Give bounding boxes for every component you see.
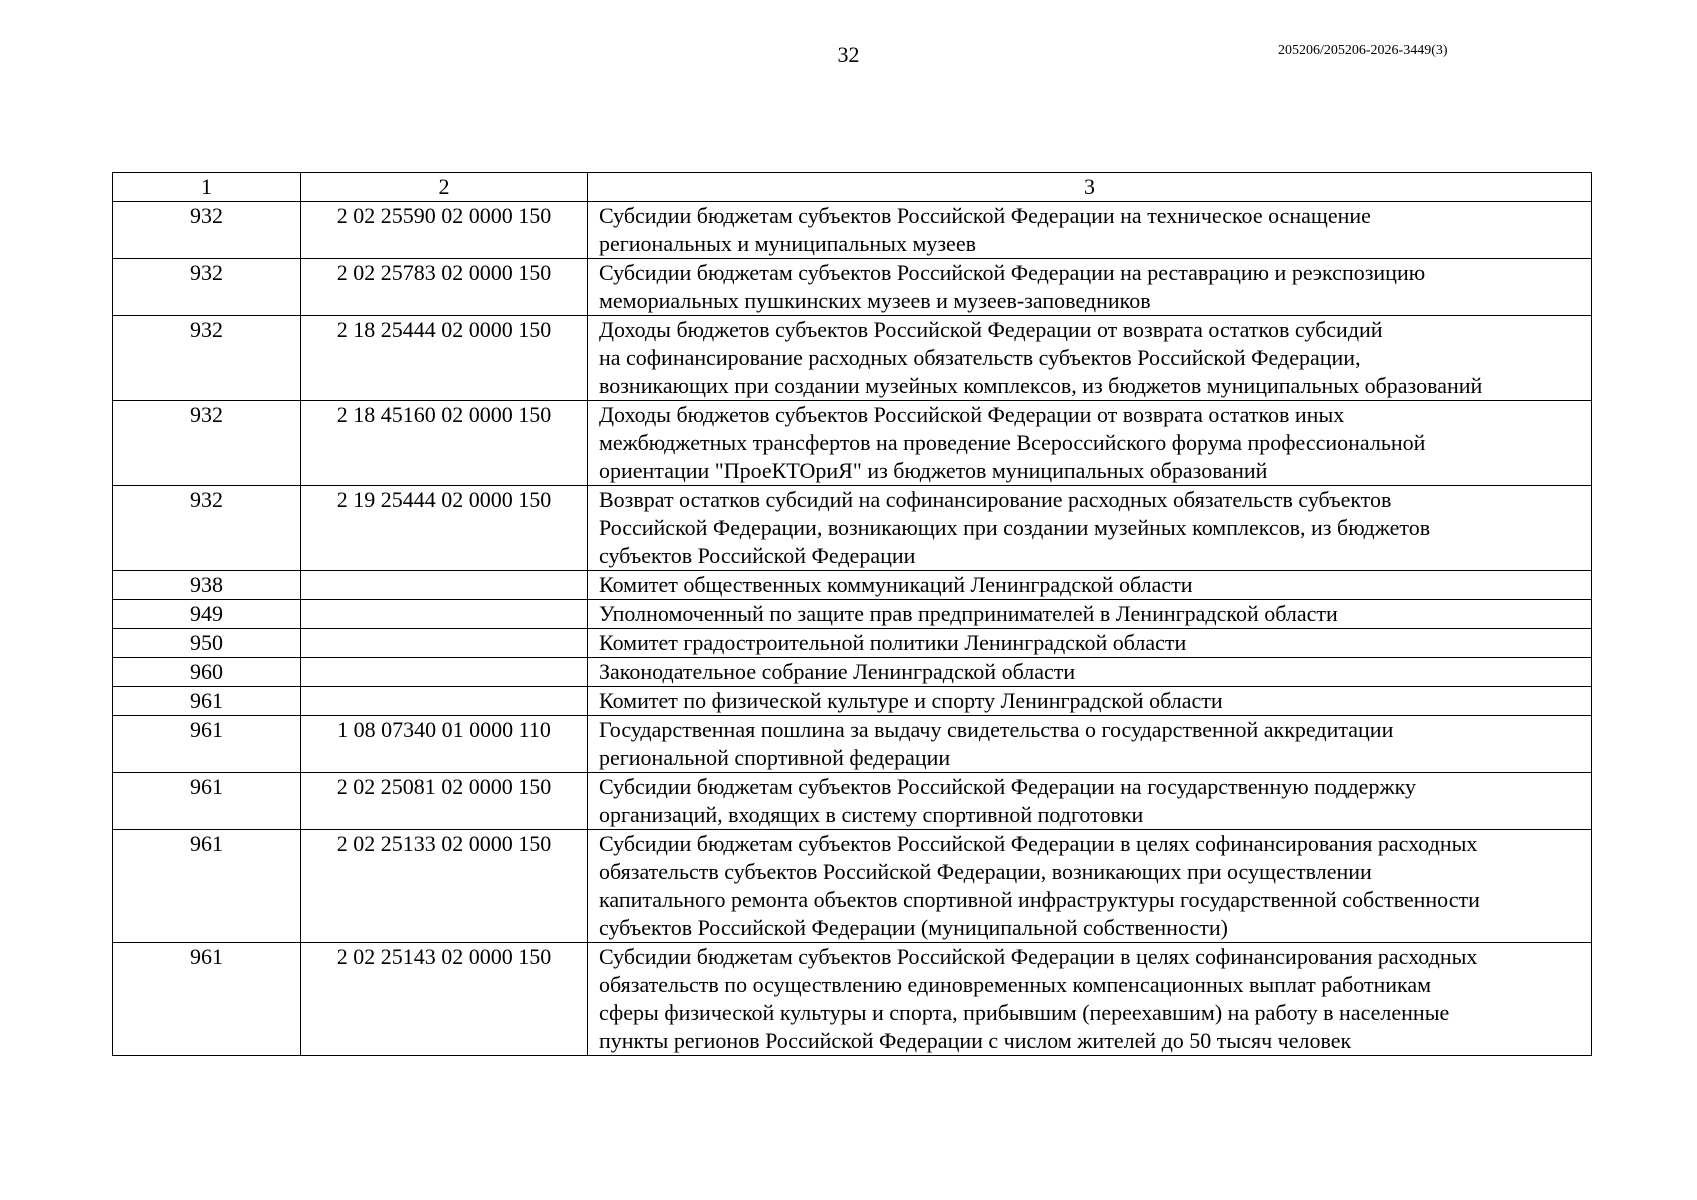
income-code-cell: 2 02 25590 02 0000 150 — [301, 202, 588, 259]
table-row — [113, 401, 1592, 486]
income-name-cell: Доходы бюджетов субъектов Российской Федерации от возврата остатков иных межбюджетных трансфертов на проведение Всероссийского форума профессиональной ориентации "ПроеКТОриЯ" из бюджетов муниципальных образований — [588, 401, 1592, 486]
admin-code-cell: 932 — [113, 259, 301, 316]
table-row — [113, 316, 1592, 401]
admin-code-cell: 938 — [113, 571, 301, 600]
table-header-row — [113, 173, 1592, 202]
income-name-cell: Доходы бюджетов субъектов Российской Федерации от возврата остатков субсидий на софинансирование расходных обязательств субъектов Российской Федерации, возникающих при создании музейных комплексов, из бюджетов муниципальных образований — [588, 316, 1592, 401]
income-code-cell: 2 19 25444 02 0000 150 — [301, 486, 588, 571]
page-number: 32 — [837, 42, 860, 67]
table-row — [113, 486, 1592, 571]
admin-code-cell: 950 — [113, 629, 301, 658]
admin-code-cell: 932 — [113, 202, 301, 259]
income-code-cell — [301, 658, 588, 687]
table-row — [113, 202, 1592, 259]
table-row — [113, 773, 1592, 830]
table-row — [113, 658, 1592, 687]
income-name-cell: Субсидии бюджетам субъектов Российской Федерации в целях софинансирования расходных обязательств по осуществлению единовременных компенсационных выплат работникам сферы физической культуры и спорта, прибывшим (переехавшим) на работу в населенные пункты регионов Российской Федерации с числом жителей до 50 тысяч человек — [588, 943, 1592, 1056]
income-code-cell — [301, 600, 588, 629]
admin-code-cell: 949 — [113, 600, 301, 629]
income-name-cell: Комитет общественных коммуникаций Ленинградской области — [588, 571, 1592, 600]
income-code-cell — [301, 571, 588, 600]
income-name-cell: Государственная пошлина за выдачу свидетельства о государственной аккредитации региональной спортивной федерации — [588, 716, 1592, 773]
income-name-cell: Субсидии бюджетам субъектов Российской Федерации в целях софинансирования расходных обязательств субъектов Российской Федерации, возникающих при осуществлении капитального ремонта объектов спортивной инфраструктуры государственной собственности субъектов Российской Федерации (муниципальной собственности) — [588, 830, 1592, 943]
income-name-cell: Субсидии бюджетам субъектов Российской Федерации на техническое оснащение региональных и муниципальных музеев — [588, 202, 1592, 259]
income-code-cell — [301, 629, 588, 658]
income-code-cell — [301, 687, 588, 716]
income-code-cell: 2 02 25081 02 0000 150 — [301, 773, 588, 830]
admin-code-cell: 960 — [113, 658, 301, 687]
admin-code-cell: 961 — [113, 716, 301, 773]
income-code-cell: 2 02 25783 02 0000 150 — [301, 259, 588, 316]
table-row — [113, 600, 1592, 629]
income-code-cell: 2 18 25444 02 0000 150 — [301, 316, 588, 401]
income-name-cell: Законодательное собрание Ленинградской области — [588, 658, 1592, 687]
table-row — [113, 943, 1592, 1056]
income-name-cell: Субсидии бюджетам субъектов Российской Федерации на государственную поддержку организаций, входящих в систему спортивной подготовки — [588, 773, 1592, 830]
income-name-cell: Комитет градостроительной политики Ленинградской области — [588, 629, 1592, 658]
income-code-cell: 2 18 45160 02 0000 150 — [301, 401, 588, 486]
table-row — [113, 716, 1592, 773]
admin-code-cell: 961 — [113, 687, 301, 716]
income-code-cell: 1 08 07340 01 0000 110 — [301, 716, 588, 773]
column-header-3: 3 — [588, 173, 1592, 202]
income-code-cell: 2 02 25133 02 0000 150 — [301, 830, 588, 943]
table-row — [113, 629, 1592, 658]
table-row — [113, 259, 1592, 316]
admin-code-cell: 932 — [113, 316, 301, 401]
column-header-2: 2 — [301, 173, 588, 202]
income-name-cell: Субсидии бюджетам субъектов Российской Федерации на реставрацию и реэкспозицию мемориальных пушкинских музеев и музеев-заповедников — [588, 259, 1592, 316]
income-name-cell: Уполномоченный по защите прав предпринимателей в Ленинградской области — [588, 600, 1592, 629]
admin-code-cell: 932 — [113, 486, 301, 571]
admin-code-cell: 932 — [113, 401, 301, 486]
table-row — [113, 571, 1592, 600]
column-header-1: 1 — [113, 173, 301, 202]
income-name-cell: Возврат остатков субсидий на софинансирование расходных обязательств субъектов Российской Федерации, возникающих при создании музейных комплексов, из бюджетов субъектов Российской Федерации — [588, 486, 1592, 571]
admin-code-cell: 961 — [113, 830, 301, 943]
admin-code-cell: 961 — [113, 943, 301, 1056]
income-name-cell: Комитет по физической культуре и спорту Ленинградской области — [588, 687, 1592, 716]
budget-income-table — [112, 172, 1592, 1056]
table-row — [113, 830, 1592, 943]
income-code-cell: 2 02 25143 02 0000 150 — [301, 943, 588, 1056]
admin-code-cell: 961 — [113, 773, 301, 830]
table-row — [113, 687, 1592, 716]
document-code: 205206/205206-2026-3449(3) — [1278, 43, 1448, 58]
